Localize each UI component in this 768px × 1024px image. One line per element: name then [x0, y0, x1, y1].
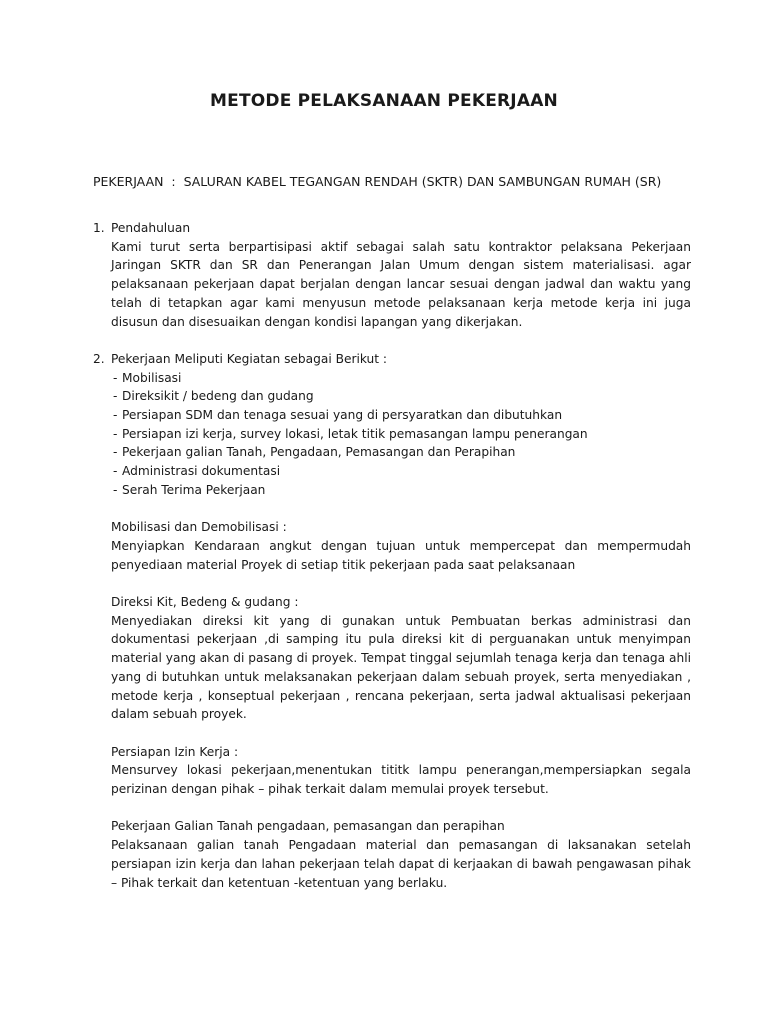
subsection-galian-tanah-heading: Pekerjaan Galian Tanah pengadaan, pemasangan dan perapihan: [111, 819, 505, 834]
document-title: METODE PELAKSANAAN PEKERJAAN: [210, 91, 558, 111]
section-number: 1.: [93, 221, 105, 235]
activity-list: [111, 369, 691, 500]
section-2-heading: [93, 350, 691, 369]
section-number: 2.: [93, 351, 105, 366]
list-item: - Serah Terima Pekerjaan: [113, 482, 266, 497]
subsection-direksi-kit-paragraph: Menyediakan direksi kit yang di gunakan untuk Pembuatan berkas administrasi dan dokumentasi pekerjaan ,di samping itu pula direksi kit di perguanakan untuk menyimpan material yang akan di pasang di proyek. Tempat tinggal sejumlah tenaga kerja dan tenaga ahli yang di butuhkan untuk melaksanakan pekerjaan dalam sebuah proyek, serta menyediakan , metode kerja , konseptual pekerjaan , rencana pekerjaan, serta jadwal aktualisasi pekerjaan dalam sebuah proyek.: [111, 613, 691, 722]
list-item: - Administrasi dokumentasi: [113, 464, 281, 479]
subsection-izin-kerja-heading: Persiapan Izin Kerja :: [111, 744, 239, 759]
section-1-paragraph: Kami turut serta berpartisipasi aktif sebagai salah satu kontraktor pelaksana Pekerjaan Jaringan SKTR dan SR dan Penerangan Jalan Umum dengan sistem materialisasi. agar pelaksanaan pekerjaan dapat berjalan dengan lancar sesuai dengan jadwal dan waktu yang telah di tetapkan agar kami menyusun metode pelaksanaan kerja metode kerja ini juga disusun dan disesuaikan dengan kondisi lapangan yang dikerjakan.: [111, 239, 691, 329]
subsection-galian-tanah-paragraph: Pelaksanaan galian tanah Pengadaan material dan pemasangan di laksanakan setelah persiapan izin kerja dan lahan pekerjaan telah dapat di kerjaakan di bawah pengawasan pihak – Pihak terkait dan ketentuan -ketentuan yang berlaku.: [111, 838, 691, 890]
section-1-heading: [93, 219, 691, 238]
list-item: - Mobilisasi: [113, 370, 182, 385]
document-body: [93, 219, 691, 892]
list-item: - Pekerjaan galian Tanah, Pengadaan, Pemasangan dan Perapihan: [113, 445, 516, 460]
subsection-mobilisasi-heading: Mobilisasi dan Demobilisasi :: [111, 520, 287, 535]
list-item: - Persiapan izi kerja, survey lokasi, letak titik pemasangan lampu penerangan: [113, 426, 588, 441]
list-item: - Direksikit / bedeng dan gudang: [113, 389, 314, 404]
job-line: PEKERJAAN : SALURAN KABEL TEGANGAN RENDAH (SKTR) DAN SAMBUNGAN RUMAH (SR): [93, 174, 662, 189]
subsection-direksi-kit-heading: Direksi Kit, Bedeng & gudang :: [111, 595, 299, 610]
list-item: - Persiapan SDM dan tenaga sesuai yang di persyaratkan dan dibutuhkan: [113, 408, 563, 423]
section-title: Pendahuluan: [111, 221, 191, 235]
subsection-mobilisasi-paragraph: Menyiapkan Kendaraan angkut dengan tujuan untuk mempercepat dan mempermudah penyediaan material Proyek di setiap titik pekerjaan pada saat pelaksanaan: [111, 538, 691, 572]
section-title: Pekerjaan Meliputi Kegiatan sebagai Berikut :: [111, 351, 388, 366]
subsection-izin-kerja-paragraph: Mensurvey lokasi pekerjaan,menentukan tititk lampu penerangan,mempersiapkan segala perizinan dengan pihak – pihak terkait dalam memulai proyek tersebut.: [111, 763, 691, 797]
